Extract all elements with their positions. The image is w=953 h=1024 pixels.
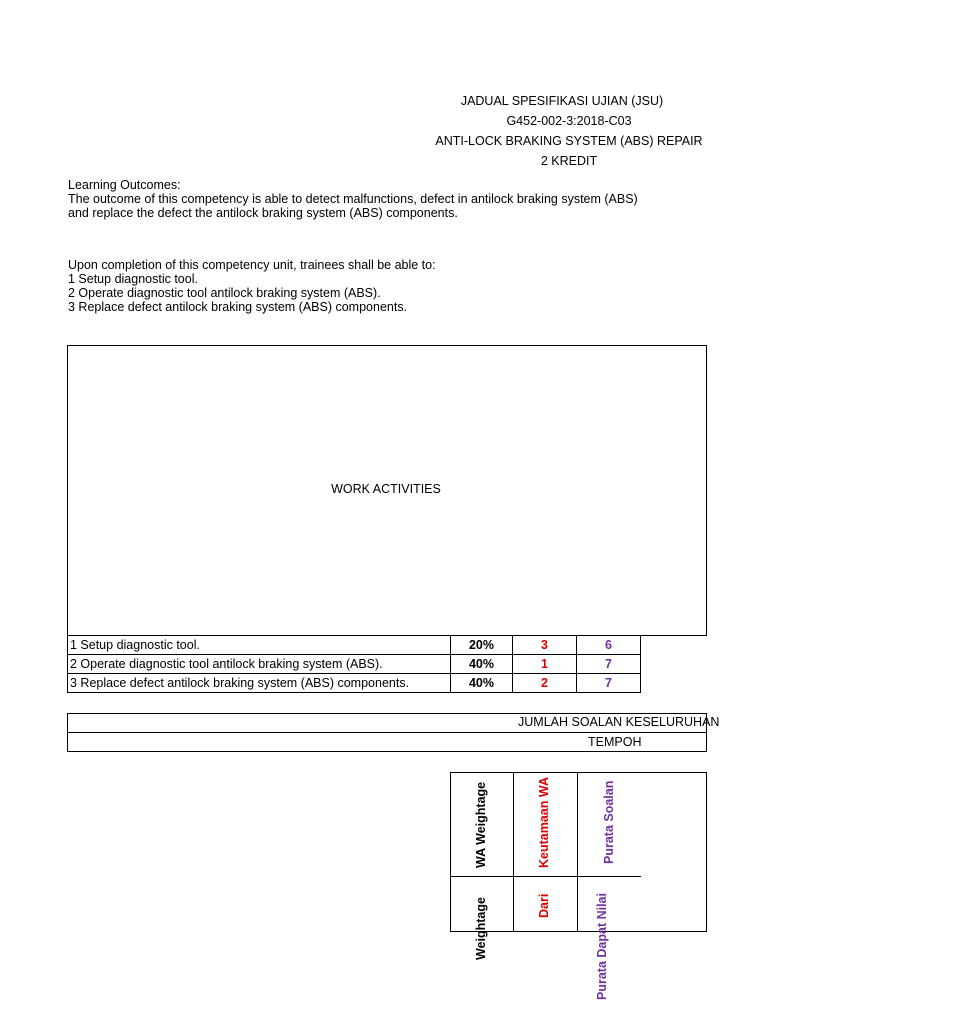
doc-credit: 2 KREDIT xyxy=(540,154,598,168)
wa-weightage: 40% xyxy=(451,674,513,693)
wa-average: 7 xyxy=(577,674,641,693)
doc-subject: ANTI-LOCK BRAKING SYSTEM (ABS) REPAIR xyxy=(435,134,703,148)
legend-purata: Purata Soalan xyxy=(602,780,616,864)
total-questions-label: JUMLAH SOALAN KESELURUHAN xyxy=(518,715,720,729)
wa-weightage: 20% xyxy=(451,636,513,655)
wa-average: 7 xyxy=(577,655,641,674)
learning-outcomes-line1: The outcome of this competency is able to detect malfunctions, defect in antilock braking system (ABS) xyxy=(68,192,638,206)
wa-average: 6 xyxy=(577,636,641,655)
upon-item-1: 1 Setup diagnostic tool. xyxy=(68,272,198,286)
learning-outcomes-heading: Learning Outcomes: xyxy=(68,178,181,192)
wa-priority: 1 xyxy=(513,655,577,674)
wa-desc: 2 Operate diagnostic tool antilock braking system (ABS). xyxy=(68,655,451,674)
table-row xyxy=(68,655,641,674)
wa-priority: 2 xyxy=(513,674,577,693)
upon-item-2: 2 Operate diagnostic tool antilock braking system (ABS). xyxy=(68,286,381,300)
work-activities-table xyxy=(67,635,641,693)
legend-keutamaan: Keutamaan WA xyxy=(537,777,551,868)
wa-weightage: 40% xyxy=(451,655,513,674)
doc-title: JADUAL SPESIFIKASI UJIAN (JSU) xyxy=(460,94,664,108)
learning-outcomes-line2: and replace the defect the antilock braking system (ABS) components. xyxy=(68,206,458,220)
legend-purata-dapat-cut: Purata Dapat Nilai xyxy=(595,893,609,1000)
table-row xyxy=(68,636,641,655)
work-activities-label: WORK ACTIVITIES xyxy=(331,482,441,496)
upon-item-3: 3 Replace defect antilock braking system (ABS) components. xyxy=(68,300,408,314)
duration-label: TEMPOH xyxy=(588,735,642,749)
table-row xyxy=(68,674,641,693)
upon-completion-intro: Upon completion of this competency unit, trainees shall be able to: xyxy=(68,258,436,272)
legend-divider xyxy=(450,876,641,877)
doc-code: G452-002-3:2018-C03 xyxy=(506,114,632,128)
legend-weightage-cut: Weightage xyxy=(474,897,488,960)
wa-desc: 1 Setup diagnostic tool. xyxy=(68,636,451,655)
legend-wa-weightage: WA Weightage xyxy=(474,781,488,868)
legend-dari-cut: Dari xyxy=(537,893,551,918)
wa-priority: 3 xyxy=(513,636,577,655)
wa-desc: 3 Replace defect antilock braking system (ABS) components. xyxy=(68,674,451,693)
